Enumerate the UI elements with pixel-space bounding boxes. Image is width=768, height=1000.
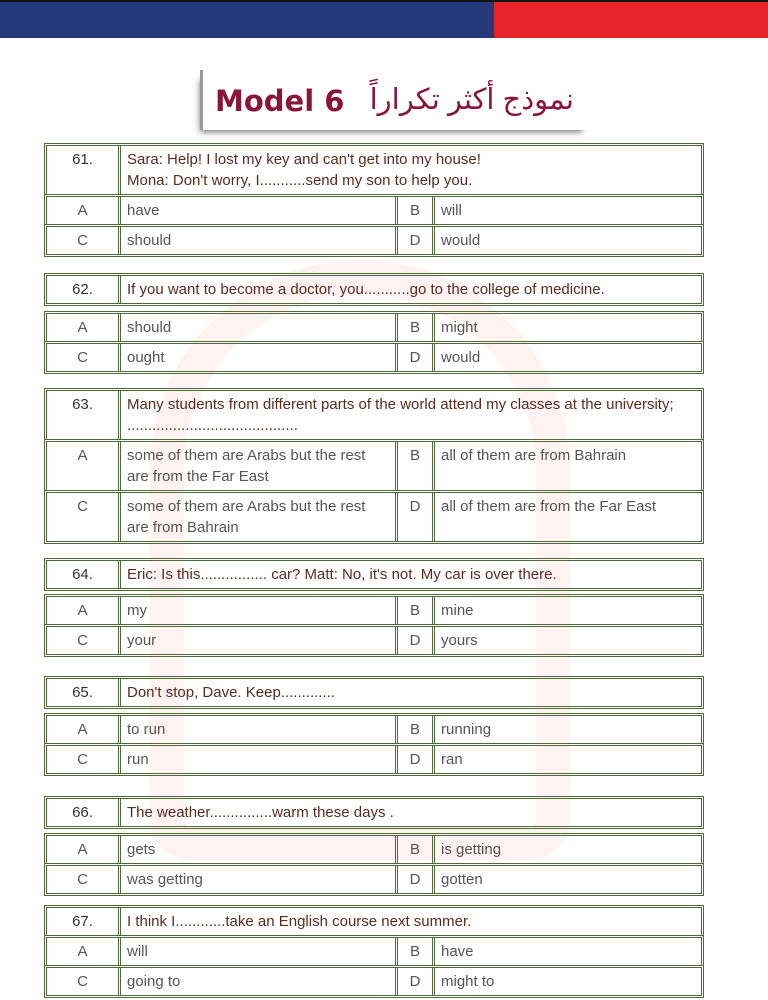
question-block — [44, 558, 704, 657]
option-c[interactable]: ought — [121, 344, 398, 371]
option-letter: A — [47, 197, 121, 224]
option-a[interactable]: my — [121, 597, 398, 624]
option-letter: A — [47, 836, 121, 863]
question-block — [44, 676, 704, 776]
options-row — [44, 311, 704, 341]
question-table — [44, 388, 704, 544]
options-row — [44, 194, 704, 224]
question-stem — [121, 908, 701, 935]
options-row — [44, 713, 704, 743]
option-letter: C — [47, 968, 121, 995]
option-a[interactable]: should — [121, 314, 398, 341]
question-number: 61. — [47, 146, 121, 194]
option-letter: B — [398, 597, 435, 624]
option-letter: A — [47, 314, 121, 341]
option-letter: D — [398, 227, 435, 254]
option-d[interactable]: would — [441, 349, 481, 366]
options-row — [44, 863, 704, 896]
option-letter: A — [47, 716, 121, 743]
question-number: 62. — [47, 276, 121, 303]
option-b[interactable]: might — [441, 319, 478, 336]
option-b[interactable]: all of them are from Bahrain — [441, 447, 627, 464]
question-text: I think I............take an English course next summer. — [127, 913, 472, 930]
options-row — [44, 965, 704, 998]
option-letter: D — [398, 344, 435, 371]
option-a[interactable]: will — [121, 938, 398, 965]
options-row — [44, 833, 704, 863]
question-number: 66. — [47, 799, 121, 826]
option-letter: B — [398, 716, 435, 743]
option-c[interactable]: run — [121, 746, 398, 773]
options-row — [44, 490, 704, 544]
option-b[interactable]: mine — [441, 602, 474, 619]
option-d[interactable]: all of them are from the Far East — [441, 498, 657, 515]
options-row — [44, 439, 704, 490]
title-arabic: نموذج أكثر تكراراً — [369, 84, 574, 116]
question-number: 63. — [47, 391, 121, 439]
question-table — [44, 676, 704, 776]
question-text: Mona: Don't worry, I...........send my son to help you. — [127, 172, 473, 189]
question-row — [44, 388, 704, 439]
question-text: Sara: Help! I lost my key and can't get into my house! — [127, 151, 481, 168]
question-row — [44, 676, 704, 709]
option-letter: D — [398, 866, 435, 893]
option-a[interactable]: have — [121, 197, 398, 224]
option-c[interactable]: should — [121, 227, 398, 254]
question-block — [44, 388, 704, 544]
option-d[interactable]: ran — [441, 751, 463, 768]
question-stem — [121, 146, 701, 194]
option-letter: B — [398, 314, 435, 341]
option-letter: D — [398, 493, 435, 541]
option-d[interactable]: would — [441, 232, 481, 249]
option-letter: D — [398, 968, 435, 995]
question-table — [44, 273, 704, 374]
question-text: If you want to become a doctor, you...........go to the college of medicine. — [127, 281, 605, 298]
header-banner — [0, 0, 768, 38]
option-letter: A — [47, 442, 121, 490]
page-title — [200, 70, 590, 130]
options-row — [44, 624, 704, 657]
question-text: Many students from different parts of the world attend my classes at the university; ......................................... — [127, 396, 674, 434]
question-table — [44, 905, 704, 998]
option-letter: B — [398, 442, 435, 490]
option-letter: D — [398, 746, 435, 773]
question-block — [44, 796, 704, 896]
question-text: Eric: Is this................ car? Matt: No, it's not. My car is over there. — [127, 566, 557, 583]
options-row — [44, 224, 704, 257]
question-stem — [121, 391, 701, 439]
option-a[interactable]: gets — [121, 836, 398, 863]
question-stem — [121, 276, 701, 303]
options-row — [44, 594, 704, 624]
question-stem — [121, 679, 701, 706]
title-english: Model 6 — [215, 84, 345, 118]
question-table — [44, 143, 704, 257]
option-letter: A — [47, 597, 121, 624]
option-a[interactable]: to run — [121, 716, 398, 743]
question-text: Don't stop, Dave. Keep............. — [127, 684, 335, 701]
question-row — [44, 905, 704, 935]
option-c[interactable]: was getting — [121, 866, 398, 893]
question-row — [44, 558, 704, 591]
option-c[interactable]: your — [121, 627, 398, 654]
question-stem — [121, 561, 701, 588]
option-letter: D — [398, 627, 435, 654]
option-letter: A — [47, 938, 121, 965]
question-block — [44, 143, 704, 257]
option-letter: C — [47, 344, 121, 371]
option-d[interactable]: might to — [441, 973, 495, 990]
question-number: 67. — [47, 908, 121, 935]
option-letter: C — [47, 627, 121, 654]
option-b[interactable]: have — [441, 943, 474, 960]
header-banner-red — [494, 2, 768, 38]
option-letter: C — [47, 866, 121, 893]
option-letter: B — [398, 197, 435, 224]
option-c[interactable]: going to — [121, 968, 398, 995]
question-row — [44, 796, 704, 829]
option-d[interactable]: yours — [441, 632, 478, 649]
option-a[interactable]: some of them are Arabs but the rest are from the Far East — [121, 442, 398, 490]
question-row — [44, 143, 704, 194]
question-table — [44, 558, 704, 657]
question-block — [44, 273, 704, 374]
question-number: 64. — [47, 561, 121, 588]
option-b[interactable]: will — [441, 202, 462, 219]
option-b[interactable]: is getting — [441, 841, 502, 858]
option-letter: B — [398, 836, 435, 863]
question-table — [44, 796, 704, 896]
options-row — [44, 743, 704, 776]
option-letter: C — [47, 227, 121, 254]
option-b[interactable]: running — [441, 721, 492, 738]
options-row — [44, 341, 704, 374]
question-number: 65. — [47, 679, 121, 706]
option-c[interactable]: some of them are Arabs but the rest are from Bahrain — [121, 493, 398, 541]
question-block — [44, 905, 704, 998]
options-row — [44, 935, 704, 965]
option-letter: B — [398, 938, 435, 965]
option-d[interactable]: gotten — [441, 871, 483, 888]
question-text: The weather...............warm these days . — [127, 804, 394, 821]
option-letter: C — [47, 493, 121, 541]
question-stem — [121, 799, 701, 826]
option-letter: C — [47, 746, 121, 773]
question-row — [44, 273, 704, 306]
